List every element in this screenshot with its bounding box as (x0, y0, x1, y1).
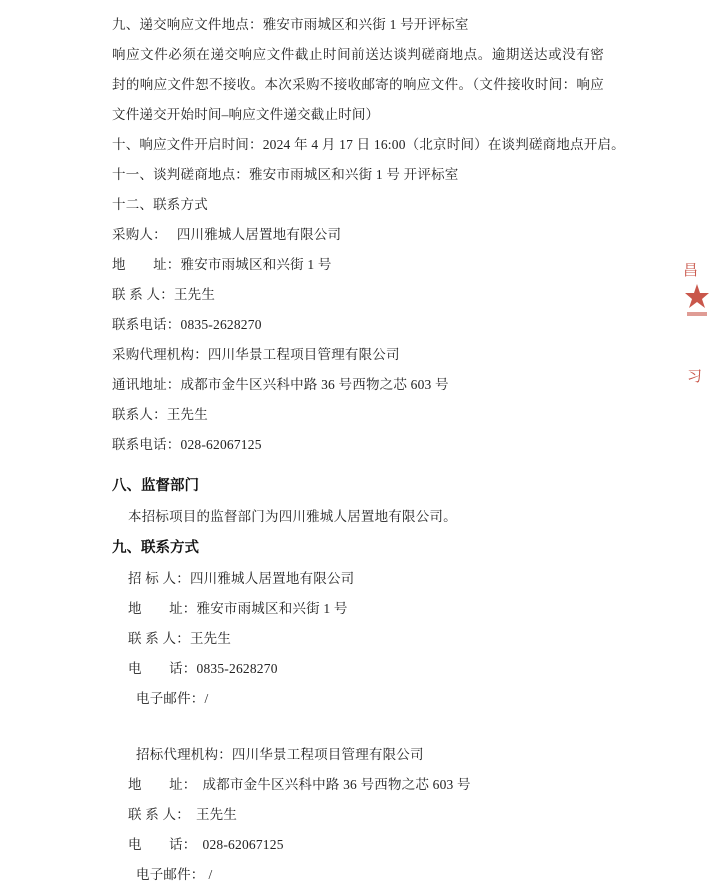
agency-value: / (208, 867, 213, 882)
agency-label: 电 话： (128, 837, 197, 852)
contact-label: 采购人： (112, 227, 167, 242)
contact-value: 王先生 (189, 631, 232, 646)
contact-label: 联系电话： (112, 437, 181, 452)
contact-value: 王先生 (173, 287, 216, 302)
seal-character-top: 昌 (683, 263, 699, 279)
contact-row (0, 430, 709, 460)
agency-row (0, 830, 709, 860)
contact-value: 雅安市雨城区和兴街 1 号 (180, 257, 332, 272)
agency-label: 电子邮件： (136, 867, 205, 882)
contact-row (0, 370, 709, 400)
contact-row (0, 310, 709, 340)
section-line-9: 九、递交响应文件地点：雅安市雨城区和兴街 1 号开评标室 (112, 17, 469, 32)
contact-label: 招 标 人： (128, 571, 190, 586)
agency-label: 地 址： (128, 777, 197, 792)
agency-row (0, 860, 709, 890)
contact-value: 王先生 (166, 407, 208, 422)
contact-value: / (204, 691, 209, 706)
section-line-11: 十一、谈判磋商地点：雅安市雨城区和兴街 1 号 开评标室 (112, 167, 459, 182)
contact-row (0, 684, 709, 714)
contact-label: 地 址： (112, 257, 181, 272)
contact-row (0, 400, 709, 430)
contact-value: 雅安市雨城区和兴街 1 号 (196, 601, 348, 616)
contact-row (0, 564, 709, 594)
agency-value: 028-62067125 (202, 837, 284, 852)
agency-row (0, 770, 709, 800)
contact-row (0, 280, 709, 310)
contact-row (0, 220, 709, 250)
heading-contact-methods: 九、联系方式 (112, 540, 199, 556)
contact-row (0, 654, 709, 684)
contact-value: 四川雅城人居置地有限公司 (189, 571, 355, 586)
contact-value: 四川雅城人居置地有限公司 (176, 227, 342, 242)
contact-label: 联 系 人： (128, 631, 190, 646)
agency-label: 联 系 人： (128, 807, 190, 822)
agency-value: 王先生 (195, 807, 238, 822)
contact-label: 采购代理机构： (112, 347, 208, 362)
agency-value: 四川华景工程项目管理有限公司 (231, 747, 424, 762)
agency-row (0, 740, 709, 770)
heading-supervision-department: 八、监督部门 (112, 478, 199, 494)
contact-value: 0835-2628270 (196, 661, 278, 676)
contact-label: 地 址： (128, 601, 197, 616)
supervision-paragraph: 本招标项目的监督部门为四川雅城人居置地有限公司。 (128, 509, 457, 524)
contact-label: 电子邮件： (136, 691, 205, 706)
contact-label: 联 系 人： (112, 287, 174, 302)
agency-value: 成都市金牛区兴科中路 36 号西物之芯 603 号 (202, 777, 471, 792)
agency-label: 招标代理机构： (136, 747, 232, 762)
contact-value: 成都市金牛区兴科中路 36 号西物之芯 603 号 (180, 377, 449, 392)
seal-character-bottom: 习 (687, 369, 703, 385)
section-line-12: 十二、联系方式 (112, 197, 208, 212)
contact-row (0, 340, 709, 370)
agency-row (0, 800, 709, 830)
contact-row (0, 250, 709, 280)
section-line-10: 十、响应文件开启时间：2024 年 4 月 17 日 16:00（北京时间）在谈判磋商地点开启。 (112, 137, 625, 152)
contact-label: 联系电话： (112, 317, 181, 332)
contact-label: 通讯地址： (112, 377, 181, 392)
contact-value: 四川华景工程项目管理有限公司 (207, 347, 400, 362)
contact-label: 联系人： (112, 407, 167, 422)
contact-label: 电 话： (128, 661, 197, 676)
submission-note-paragraph: 响应文件必须在递交响应文件截止时间前送达谈判磋商地点。逾期送达或没有密封的响应文件恕不接收。本次采购不接收邮寄的响应文件。（文件接收时间：响应文件递交开始时间–响应文件递交截止时间） (112, 47, 604, 122)
contact-row (0, 624, 709, 654)
contact-row (0, 594, 709, 624)
contact-value: 028-62067125 (180, 437, 262, 452)
contact-value: 0835-2628270 (180, 317, 262, 332)
